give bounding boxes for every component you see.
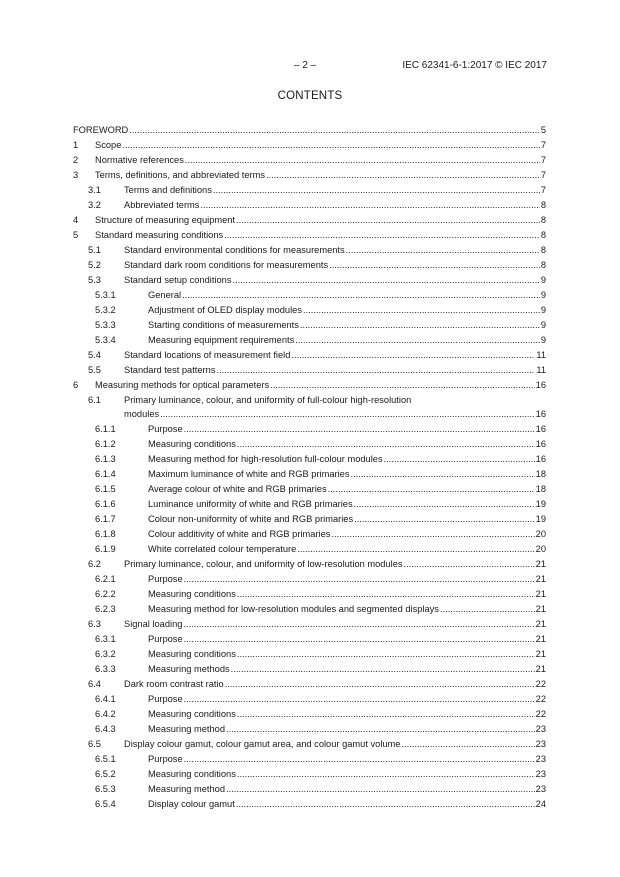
toc-entry[interactable] [73, 333, 546, 348]
toc-entry-page: 5 [540, 125, 546, 135]
toc-entry[interactable] [73, 183, 546, 198]
toc-entry-title: Purpose [148, 574, 183, 584]
toc-entry-number: 5.3.4 [95, 335, 116, 345]
toc-dot-leader [200, 198, 539, 212]
toc-entry-title: Standard measuring conditions [95, 230, 224, 240]
toc-entry-number: 6.5.1 [95, 754, 116, 764]
toc-dot-leader [354, 497, 535, 511]
toc-entry[interactable] [73, 557, 546, 572]
toc-dot-leader [237, 707, 535, 721]
toc-entry[interactable] [73, 348, 546, 363]
toc-dot-leader [224, 228, 540, 242]
toc-entry-page: 8 [540, 200, 546, 210]
toc-dot-leader [329, 258, 540, 272]
toc-dot-leader [266, 168, 540, 182]
toc-entry-number: 6 [73, 380, 79, 390]
toc-entry-line [124, 407, 546, 421]
toc-entry-line [148, 467, 546, 481]
toc-entry-title: Standard dark room conditions for measurements [124, 260, 329, 270]
toc-entry-number: 5.2 [88, 260, 101, 270]
toc-entry-page: 21 [535, 664, 546, 674]
toc-entry-page: 8 [540, 215, 546, 225]
toc-entry-line [148, 707, 546, 721]
toc-entry-page: 23 [535, 739, 546, 749]
toc-dot-leader [182, 288, 540, 302]
toc-entry-line [148, 303, 546, 317]
toc-entry-title: Measuring method [148, 724, 225, 734]
toc-entry-page: 23 [535, 724, 546, 734]
toc-entry-line [148, 437, 546, 451]
toc-entry[interactable] [73, 782, 546, 797]
toc-entry[interactable] [73, 722, 546, 737]
toc-entry-page: 22 [535, 679, 546, 689]
toc-entry-line [95, 153, 546, 167]
toc-dot-leader [122, 138, 539, 152]
toc-dot-leader [404, 557, 535, 571]
toc-entry-page: 7 [540, 155, 546, 165]
toc-entry-number: 6.1.1 [95, 424, 116, 434]
toc-entry-number: 5 [73, 230, 79, 240]
toc-entry-number: 6.1.2 [95, 439, 116, 449]
toc-entry-page: 21 [535, 649, 546, 659]
toc-entry-number: 6.5.2 [95, 769, 116, 779]
toc-entry-title: Purpose [148, 634, 183, 644]
toc-entry-line [148, 692, 546, 706]
toc-entry-title: Signal loading [124, 619, 183, 629]
toc-dot-leader [237, 437, 535, 451]
toc-entry-title: Dark room contrast ratio [124, 679, 224, 689]
toc-entry-title: Scope [95, 140, 122, 150]
toc-entry[interactable] [73, 482, 546, 497]
toc-entry-line [148, 572, 546, 586]
toc-entry-line [124, 557, 546, 571]
toc-dot-leader [225, 677, 535, 691]
toc-entry-line [124, 258, 546, 272]
toc-entry-number: 4 [73, 215, 79, 225]
toc-entry-number: 6.3.2 [95, 649, 116, 659]
toc-entry-line [148, 632, 546, 646]
toc-entry-title: Measuring conditions [148, 709, 236, 719]
toc-dot-leader [291, 348, 535, 362]
toc-dot-leader [270, 378, 535, 392]
toc-entry[interactable] [73, 168, 546, 183]
toc-entry-number: 6.2 [88, 559, 101, 569]
toc-entry-number: 5.4 [88, 350, 101, 360]
toc-entry-page: 16 [535, 454, 546, 464]
toc-entry[interactable] [73, 303, 546, 318]
toc-entry-title: Display colour gamut [148, 799, 235, 809]
toc-entry-number: 6.1.3 [95, 454, 116, 464]
toc-entry-page: 9 [540, 320, 546, 330]
toc-entry-line [124, 617, 546, 631]
toc-entry-number: 6.5.4 [95, 799, 116, 809]
toc-entry-page: 16 [535, 424, 546, 434]
toc-entry[interactable] [73, 452, 546, 467]
toc-entry-title: Measuring methods [148, 664, 230, 674]
toc-dot-leader [184, 692, 535, 706]
toc-dot-leader [303, 303, 540, 317]
toc-entry-number: 6.1.9 [95, 544, 116, 554]
toc-entry-title: Standard setup conditions [124, 275, 232, 285]
toc-entry-page: 7 [540, 185, 546, 195]
toc-entry-line [95, 213, 546, 227]
toc-entry-page: 21 [535, 589, 546, 599]
toc-dot-leader [129, 123, 540, 137]
toc-entry-page: 19 [535, 499, 546, 509]
toc-dot-leader [236, 213, 540, 227]
toc-entry-title: Normative references [95, 155, 184, 165]
toc-entry-number: 6.1.6 [95, 499, 116, 509]
toc-entry[interactable] [73, 647, 546, 662]
toc-entry-title: Terms and definitions [124, 185, 212, 195]
toc-entry-page: 11 [536, 365, 546, 375]
toc-entry-number: 6.1 [88, 395, 101, 405]
toc-entry-line [148, 482, 546, 496]
toc-entry[interactable] [73, 677, 546, 692]
toc-entry-line [124, 243, 546, 257]
toc-entry-line [148, 662, 546, 676]
toc-entry-title: Measuring method for low-resolution modules and segmented displays [148, 604, 439, 614]
toc-entry[interactable] [73, 797, 546, 812]
toc-entry[interactable] [73, 572, 546, 587]
toc-dot-leader [297, 542, 534, 556]
toc-dot-leader [295, 333, 540, 347]
toc-entry-page: 18 [535, 484, 546, 494]
toc-entry-number: 6.5.3 [95, 784, 116, 794]
toc-entry-line [95, 228, 546, 242]
toc-dot-leader [160, 407, 535, 421]
toc-entry-line [148, 452, 546, 466]
toc-entry-page: 7 [540, 140, 546, 150]
toc-entry[interactable] [73, 273, 546, 288]
toc-entry-number: 3 [73, 170, 79, 180]
toc-dot-leader [237, 647, 535, 661]
toc-entry-title: Average colour of white and RGB primaries [148, 484, 327, 494]
toc-dot-leader [328, 482, 535, 496]
toc-dot-leader [237, 767, 535, 781]
toc-entry-title: modules [124, 409, 160, 419]
toc-entry-page: 8 [540, 245, 546, 255]
toc-entry[interactable] [73, 692, 546, 707]
toc-entry[interactable] [73, 213, 546, 228]
toc-entry-number: 1 [73, 140, 79, 150]
toc-entry-line [148, 587, 546, 601]
toc-entry-title: Maximum luminance of white and RGB primaries [148, 469, 350, 479]
page-header [0, 60, 620, 74]
toc-dot-leader [351, 467, 535, 481]
toc-dot-leader [226, 782, 535, 796]
toc-entry-page: 23 [535, 784, 546, 794]
toc-entry-number: 6.4.3 [95, 724, 116, 734]
toc-entry-page: 21 [535, 619, 546, 629]
toc-entry-number: 6.3.1 [95, 634, 116, 644]
toc-dot-leader [236, 797, 535, 811]
toc-entry-title: Standard environmental conditions for measurements [124, 245, 345, 255]
toc-entry[interactable] [73, 198, 546, 213]
toc-entry-title: Adjustment of OLED display modules [148, 305, 302, 315]
toc-entry-number: 5.3.3 [95, 320, 116, 330]
toc-entry[interactable] [73, 378, 546, 393]
toc-entry-line [124, 198, 546, 212]
toc-entry-page: 8 [540, 230, 546, 240]
toc-dot-leader [354, 512, 535, 526]
toc-entry-line [148, 752, 546, 766]
toc-entry-line [95, 378, 546, 392]
toc-entry-line [148, 333, 546, 347]
toc-dot-leader [184, 752, 535, 766]
toc-entry-number: 5.5 [88, 365, 101, 375]
toc-entry-number: 6.5 [88, 739, 101, 749]
toc-entry-title: Measuring method for high-resolution full-colour modules [148, 454, 383, 464]
toc-entry-page: 23 [535, 769, 546, 779]
toc-entry[interactable] [73, 752, 546, 767]
toc-entry-number: 6.1.5 [95, 484, 116, 494]
contents-title: CONTENTS [277, 90, 343, 102]
toc-entry-title: White correlated colour temperature [148, 544, 297, 554]
toc-dot-leader [384, 452, 535, 466]
toc-entry-page: 9 [540, 335, 546, 345]
toc-entry-page: 16 [535, 439, 546, 449]
toc-entry-page: 21 [535, 604, 546, 614]
toc-entry[interactable] [73, 138, 546, 153]
toc-entry-number: 6.4.1 [95, 694, 116, 704]
toc-entry-title: Colour non-uniformity of white and RGB primaries [148, 514, 354, 524]
toc-entry-title: Purpose [148, 694, 183, 704]
toc-entry-line [148, 797, 546, 811]
toc-entry-line [148, 497, 546, 511]
toc-entry-page: 8 [540, 260, 546, 270]
toc-entry-number: 6.2.1 [95, 574, 116, 584]
toc-entry-title: Measuring equipment requirements [148, 335, 295, 345]
toc-dot-leader [216, 363, 535, 377]
toc-dot-leader [300, 318, 540, 332]
toc-entry-title: Abbreviated terms [124, 200, 200, 210]
toc-entry-page: 21 [535, 559, 546, 569]
toc-dot-leader [226, 722, 535, 736]
toc-entry-title: Starting conditions of measurements [148, 320, 299, 330]
toc-entry[interactable] [73, 318, 546, 333]
toc-entry-page: 9 [540, 275, 546, 285]
toc-entry-page: 9 [540, 305, 546, 315]
toc-entry-title: Terms, definitions, and abbreviated terms [95, 170, 266, 180]
toc-entry-page: 21 [535, 574, 546, 584]
toc-entry-line [95, 168, 546, 182]
toc-dot-leader [346, 243, 540, 257]
toc-entry-line [124, 737, 546, 751]
toc-dot-leader [237, 587, 535, 601]
toc-entry-number: 5.1 [88, 245, 101, 255]
toc-entry[interactable] [73, 422, 546, 437]
toc-entry-page: 22 [535, 709, 546, 719]
toc-entry-number: 6.3.3 [95, 664, 116, 674]
toc-entry-page: 22 [535, 694, 546, 704]
toc-entry-line [148, 782, 546, 796]
toc-entry-number: 5.3.2 [95, 305, 116, 315]
toc-entry[interactable] [73, 632, 546, 647]
toc-entry[interactable] [73, 587, 546, 602]
toc-entry-number: 3.1 [88, 185, 101, 195]
toc-entry-title: Measuring conditions [148, 769, 236, 779]
page-number: – 2 – [294, 60, 317, 71]
toc-entry-line [148, 647, 546, 661]
toc-entry-page: 24 [535, 799, 546, 809]
toc-dot-leader [185, 153, 540, 167]
toc-entry-page: 19 [535, 514, 546, 524]
toc-entry[interactable] [73, 497, 546, 512]
toc-entry-title: Purpose [148, 754, 183, 764]
toc-entry[interactable] [73, 707, 546, 722]
toc-entry[interactable] [73, 437, 546, 452]
toc-entry-title: General [148, 290, 182, 300]
toc-entry-page: 9 [540, 290, 546, 300]
toc-entry-title: Structure of measuring equipment [95, 215, 236, 225]
toc-entry[interactable] [73, 393, 546, 422]
toc-entry-line [124, 348, 546, 362]
toc-entry[interactable] [73, 512, 546, 527]
toc-entry-page: 18 [535, 469, 546, 479]
toc-entry-line [148, 318, 546, 332]
toc-entry-line [148, 767, 546, 781]
toc-entry-number: 2 [73, 155, 79, 165]
toc-entry[interactable] [73, 617, 546, 632]
toc-entry-title: Measuring method [148, 784, 225, 794]
toc-dot-leader [440, 602, 535, 616]
toc-entry[interactable] [73, 153, 546, 168]
toc-dot-leader [184, 572, 535, 586]
toc-entry-title: Colour additivity of white and RGB primaries [148, 529, 331, 539]
toc-dot-leader [401, 737, 534, 751]
toc-entry-title: Standard locations of measurement field [124, 350, 291, 360]
toc-entry[interactable] [73, 527, 546, 542]
toc-entry-number: 3.2 [88, 200, 101, 210]
toc-entry-number: 5.3 [88, 275, 101, 285]
toc-entry[interactable] [73, 228, 546, 243]
toc-entry-title: Primary luminance, colour, and uniformity of low-resolution modules [124, 559, 403, 569]
toc-entry[interactable] [73, 288, 546, 303]
toc-entry[interactable] [73, 542, 546, 557]
toc-entry[interactable] [73, 243, 546, 258]
toc-entry-title: Measuring methods for optical parameters [95, 380, 270, 390]
toc-entry-page: 7 [540, 170, 546, 180]
table-of-contents [73, 123, 546, 812]
toc-dot-leader [184, 422, 535, 436]
toc-entry-number: 6.4 [88, 679, 101, 689]
toc-entry-line [148, 288, 546, 302]
toc-entry[interactable] [73, 602, 546, 617]
toc-dot-leader [213, 183, 540, 197]
toc-entry-title: Measuring conditions [148, 439, 236, 449]
toc-entry-number: 6.4.2 [95, 709, 116, 719]
toc-entry-title: Luminance uniformity of white and RGB primaries [148, 499, 353, 509]
toc-dot-leader [184, 632, 535, 646]
toc-entry-title: Measuring conditions [148, 649, 236, 659]
toc-entry-number: 6.2.2 [95, 589, 116, 599]
toc-entry[interactable] [73, 258, 546, 273]
toc-entry-title: Measuring conditions [148, 589, 236, 599]
toc-entry-line [124, 363, 546, 377]
toc-dot-leader [231, 662, 535, 676]
toc-entry-page: 11 [536, 350, 546, 360]
toc-entry[interactable] [73, 123, 546, 138]
toc-entry-title: FOREWORD [73, 125, 129, 135]
toc-entry-line [73, 123, 546, 137]
toc-entry-line [148, 422, 546, 436]
toc-entry-title: Display colour gamut, colour gamut area, and colour gamut volume [124, 739, 401, 749]
toc-entry-line [124, 677, 546, 691]
toc-entry-page: 20 [535, 529, 546, 539]
toc-entry[interactable] [73, 363, 546, 378]
toc-entry-line [124, 273, 546, 287]
toc-dot-leader [233, 273, 540, 287]
toc-entry-line [124, 183, 546, 197]
toc-entry-line [148, 542, 546, 556]
toc-entry-line [148, 527, 546, 541]
toc-entry-line [148, 602, 546, 616]
toc-entry-number: 5.3.1 [95, 290, 116, 300]
toc-entry-page: 16 [535, 380, 546, 390]
toc-entry-title-line1: Primary luminance, colour, and uniformity of full-colour high-resolution [124, 395, 412, 405]
toc-entry-number: 6.1.8 [95, 529, 116, 539]
toc-entry-number: 6.3 [88, 619, 101, 629]
toc-entry-page: 20 [535, 544, 546, 554]
toc-dot-leader [331, 527, 534, 541]
toc-entry-number: 6.1.7 [95, 514, 116, 524]
toc-entry-title: Purpose [148, 424, 183, 434]
toc-dot-leader [183, 617, 534, 631]
document-reference: IEC 62341-6-1:2017 © IEC 2017 [402, 60, 547, 71]
toc-entry-number: 6.1.4 [95, 469, 116, 479]
toc-entry[interactable] [73, 767, 546, 782]
toc-entry-title: Standard test patterns [124, 365, 216, 375]
toc-entry[interactable] [73, 662, 546, 677]
toc-entry-line [148, 512, 546, 526]
toc-entry-page: 21 [535, 634, 546, 644]
toc-entry[interactable] [73, 467, 546, 482]
toc-entry-line [95, 138, 546, 152]
toc-entry-page: 16 [535, 409, 546, 419]
toc-entry[interactable] [73, 737, 546, 752]
toc-entry-page: 23 [535, 754, 546, 764]
toc-entry-line [148, 722, 546, 736]
toc-entry-number: 6.2.3 [95, 604, 116, 614]
